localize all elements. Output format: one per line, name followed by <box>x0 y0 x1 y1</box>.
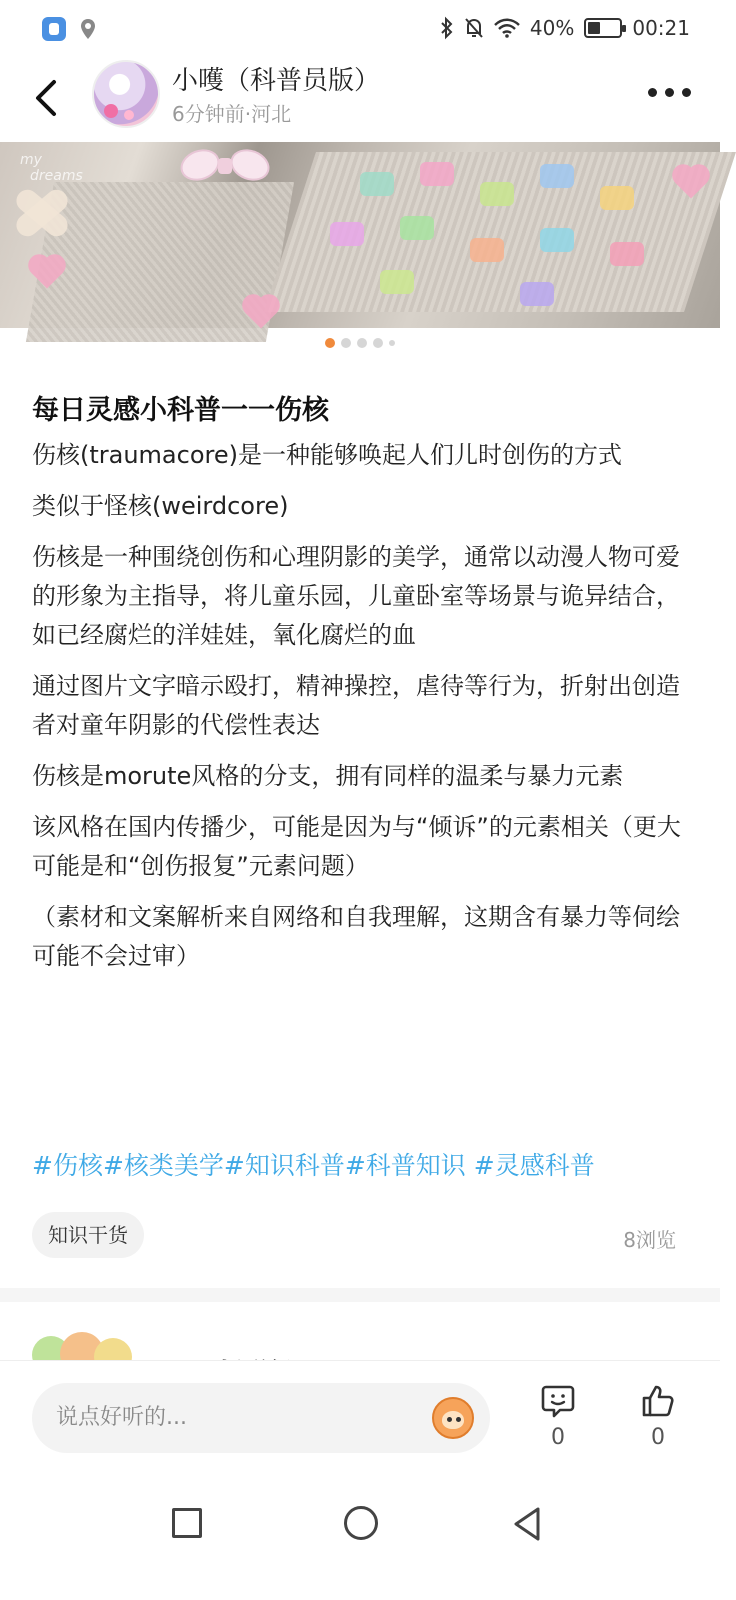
banner-block <box>520 282 554 306</box>
status-bar <box>0 0 720 60</box>
pager-dot[interactable] <box>357 338 367 348</box>
pager-dot-active[interactable] <box>325 338 335 348</box>
post-paragraph: 伤核是morute风格的分支，拥有同样的温柔与暴力元素 <box>32 762 624 790</box>
nav-back-icon[interactable] <box>512 1506 542 1542</box>
banner-block <box>540 164 574 188</box>
location-icon <box>80 18 96 40</box>
home-icon[interactable] <box>344 1506 378 1540</box>
battery-fill <box>588 22 600 34</box>
carousel-pager <box>0 336 720 350</box>
post-paragraph: 伤核(traumacore)是一种能够唤起人们儿时创伤的方式 <box>32 441 622 469</box>
banner-block <box>470 238 504 262</box>
post-paragraph: 该风格在国内传播少，可能是因为与“倾诉”的元素相关（更大可能是和“创伤报复”元素问题） <box>32 813 681 880</box>
section-divider <box>0 1288 720 1302</box>
banner-watermark: my <box>20 152 42 168</box>
hashtag[interactable]: #核类美学 <box>102 1151 224 1180</box>
banner-watermark: dreams <box>30 168 83 184</box>
like-button[interactable] <box>628 1383 688 1450</box>
avatar-decoration <box>104 104 118 118</box>
more-options-icon[interactable] <box>648 82 692 102</box>
like-count: 0 <box>651 1425 665 1450</box>
hashtag-list <box>32 1146 595 1182</box>
comment-input[interactable] <box>32 1383 490 1453</box>
banner-bow <box>180 146 270 190</box>
avatar-decoration <box>124 110 134 120</box>
comment-bar <box>0 1360 720 1472</box>
author-name[interactable]: 小嚄（科普员版） <box>172 66 381 96</box>
post-paragraph: 通过图片文字暗示殴打，精神操控，虐待等行为，折射出创造者对童年阴影的代偿性表达 <box>32 672 680 739</box>
post-paragraph: （素材和文案解析来自网络和自我理解，这期含有暴力等伺绘可能不会过审） <box>32 903 680 970</box>
author-avatar[interactable] <box>92 60 160 128</box>
system-nav-bar <box>0 1472 720 1600</box>
banner-block <box>420 162 454 186</box>
banner-block <box>600 186 634 210</box>
banner-block <box>380 270 414 294</box>
hashtag[interactable]: #伤核 <box>32 1151 103 1180</box>
category-chip[interactable]: 知识干货 <box>32 1212 144 1258</box>
post-image-carousel[interactable] <box>0 142 720 328</box>
pager-dot[interactable] <box>341 338 351 348</box>
banner-block <box>610 242 644 266</box>
app-notification-icon <box>42 17 66 41</box>
post-body <box>32 436 692 988</box>
view-count: 8浏览 <box>623 1228 676 1252</box>
post-paragraph: 类似于怪核(weirdcore) <box>32 492 289 520</box>
hashtag[interactable]: #知识科普 <box>223 1151 345 1180</box>
banner-block <box>330 222 364 246</box>
more-dot <box>665 88 674 97</box>
status-bar-right <box>440 16 690 40</box>
post-time-location: 6分钟前·河北 <box>172 102 292 126</box>
pager-dot[interactable] <box>373 338 383 348</box>
comment-placeholder: 说点好听的... <box>56 1405 187 1430</box>
hashtag[interactable]: #灵感科普 <box>465 1151 595 1180</box>
mute-bell-icon <box>464 17 484 39</box>
more-dot <box>648 88 657 97</box>
battery-percent: 40% <box>529 16 575 40</box>
status-bar-left <box>42 17 96 41</box>
more-dot <box>682 88 691 97</box>
post-title: 每日灵感小科普一一伤核 <box>32 395 329 426</box>
post-header <box>0 60 720 142</box>
banner-block <box>540 228 574 252</box>
comment-icon <box>540 1383 576 1419</box>
battery-icon <box>584 18 622 38</box>
banner-block <box>360 172 394 196</box>
banner-block <box>480 182 514 206</box>
clock: 00:21 <box>632 16 690 40</box>
pager-dot[interactable] <box>389 340 395 346</box>
banner-block <box>400 216 434 240</box>
emoji-sticker-icon[interactable] <box>432 1397 474 1439</box>
wifi-icon <box>494 18 520 38</box>
hashtag[interactable]: #科普知识 <box>344 1151 466 1180</box>
comment-button[interactable] <box>528 1383 588 1450</box>
recent-apps-icon[interactable] <box>172 1508 202 1538</box>
back-arrow-icon[interactable] <box>28 76 68 120</box>
post-paragraph: 伤核是一种围绕创伤和心理阴影的美学，通常以动漫人物可爱的形象为主指导，将儿童乐园，儿童卧室等场景与诡异结合，如已经腐烂的洋娃娃，氧化腐烂的血 <box>32 543 680 649</box>
bluetooth-icon <box>440 17 454 39</box>
thumbs-up-icon <box>640 1383 676 1419</box>
comment-count: 0 <box>551 1425 565 1450</box>
